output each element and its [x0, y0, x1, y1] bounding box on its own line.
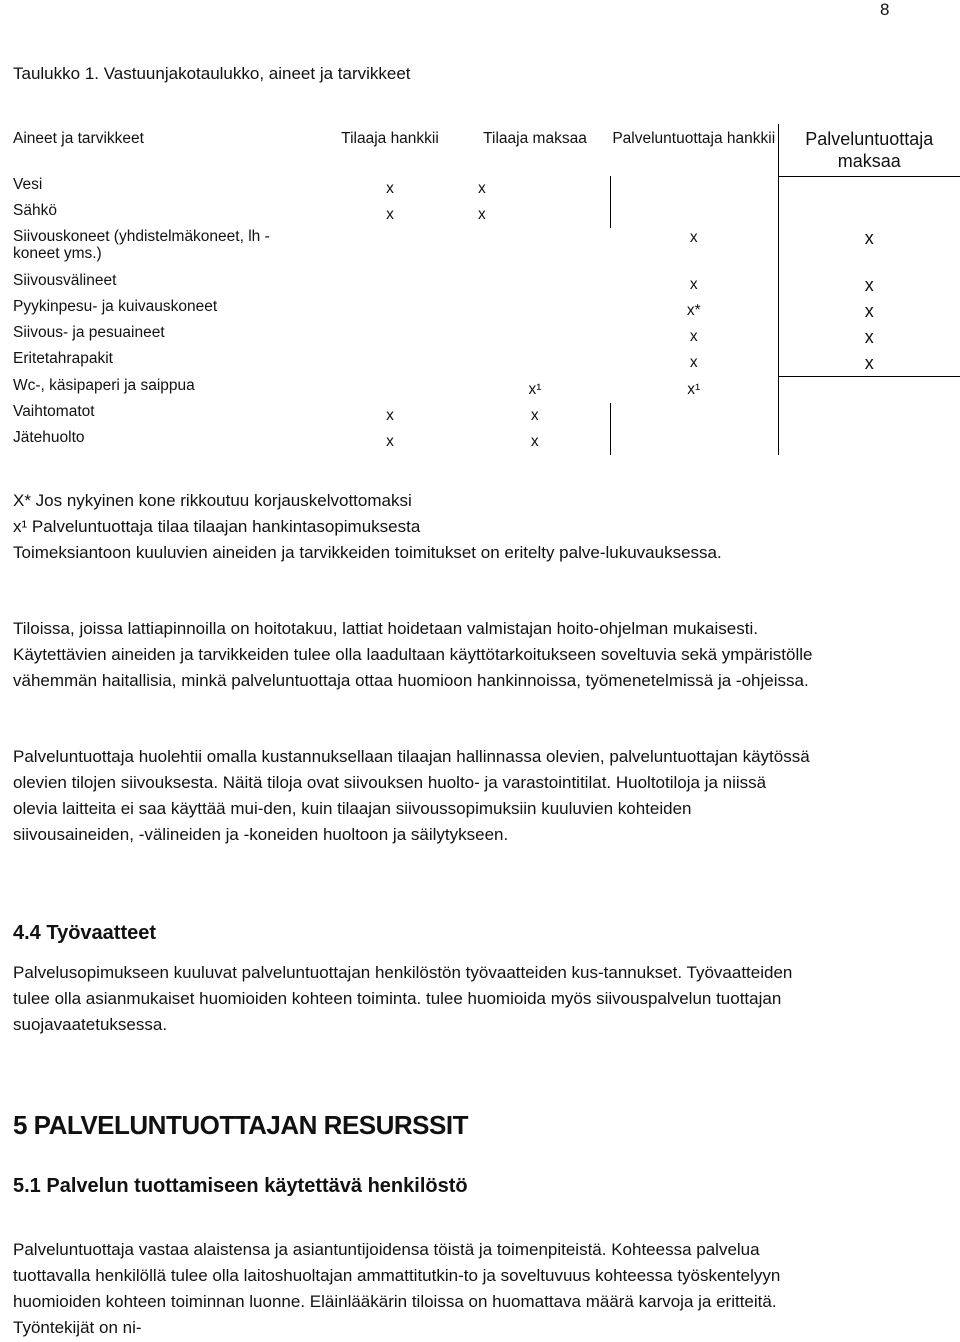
mark-cell [778, 202, 960, 228]
mark-cell [778, 377, 960, 403]
mark-cell [610, 403, 778, 429]
item-label: Vaihtomatot [13, 402, 95, 420]
header-provider-acquires: Palveluntuottaja hankkii [612, 130, 776, 147]
section-heading-5-1: 5.1 Palvelun tuottamiseen käytettävä henkilöstö [13, 1175, 468, 1197]
footnotes [13, 488, 793, 566]
paragraph-floor-care: Tiloissa, joissa lattiapinnoilla on hoitotakuu, lattiat hoidetaan valmistajan hoito-ohjelman mukaisesti. Käytettävien aineiden ja tarvikkeiden tulee olla laadultaan käyttötarkoitukseen soveltuvia sekä ympäristölle vähemmän haitallisia, minkä palveluntuottaja ottaa huomioon hankinnoissa, työmenetelmissä ja -ohjeissa. [13, 619, 813, 690]
mark-cell: x [778, 350, 960, 377]
mark-cell [778, 429, 960, 455]
mark-cell: x [689, 328, 698, 345]
mark-cell: x [386, 406, 394, 424]
mark-cell: x [478, 180, 486, 197]
mark-cell [460, 350, 610, 377]
item-label: Jätehuolto [13, 428, 85, 446]
table-row [0, 403, 960, 429]
mark-cell: x [778, 298, 960, 324]
item-label: Sähkö [13, 202, 57, 219]
mark-cell [610, 202, 778, 228]
item-label: Pyykinpesu- ja kuivauskoneet [13, 298, 218, 315]
mark-cell [460, 228, 610, 272]
paragraph-work-clothes: Palvelusopimukseen kuuluvat palveluntuottajan henkilöstön työvaatteiden kus-tannukset. Työvaatteiden tulee olla asianmukaiset huomioiden kohteen toiminta. tulee huomioida myös siivouspalvelun tuottajan suojavaatetuksessa. [13, 963, 793, 1034]
mark-cell: x [778, 228, 960, 272]
item-label: Siivouskoneet (yhdistelmäkoneet, lh - koneet yms.) [13, 228, 270, 262]
mark-cell [778, 403, 960, 429]
mark-cell: x [689, 229, 698, 246]
item-label: Siivousvälineet [13, 272, 117, 289]
mark-cell [320, 324, 460, 350]
header-provider-pays: Palveluntuottaja maksaa [778, 124, 960, 176]
header-client-pays: Tilaaja maksaa [483, 130, 587, 147]
mark-cell: x [689, 276, 698, 293]
mark-cell [320, 298, 460, 324]
mark-cell: x [386, 432, 394, 450]
table-row [0, 429, 960, 455]
mark-cell [460, 324, 610, 350]
mark-cell: x [386, 180, 394, 197]
page-number: 8 [880, 0, 890, 19]
mark-cell: x* [686, 302, 701, 319]
item-label: Eritetahrapakit [13, 350, 113, 367]
mark-cell [460, 298, 610, 324]
table-caption: Taulukko 1. Vastuunjakotaulukko, aineet ja tarvikkeet [13, 64, 411, 83]
table-row [0, 228, 960, 272]
table-row [0, 298, 960, 324]
mark-cell: x [530, 406, 539, 424]
mark-cell [610, 176, 778, 202]
mark-cell [610, 429, 778, 455]
paragraph-maintenance-rooms: Palveluntuottaja huolehtii omalla kustannuksellaan tilaajan hallinnassa olevien, palveluntuottajan käytössä olevien tilojen siivouksesta. Näitä tiloja ovat siivouksen huolto- ja varastointitilat. Huoltotiloja ja niissä olevia laitteita ei saa käyttää mui-den, kuin tilaajan siivoussopimuksiin kuuluvien kohteiden siivousaineiden, -välineiden ja -koneiden huoltoon ja säilytykseen. [13, 747, 810, 844]
table-row [0, 324, 960, 350]
mark-cell: x¹ [528, 380, 542, 398]
mark-cell [778, 176, 960, 202]
header-item: Aineet ja tarvikkeet [13, 130, 144, 147]
mark-cell [320, 228, 460, 272]
footnote: Toimeksiantoon kuuluvien aineiden ja tarvikkeiden toimitukset on eritelty palve-lukuvauksessa. [13, 543, 722, 562]
table-row [0, 377, 960, 403]
mark-cell: x [478, 206, 486, 223]
item-label: Siivous- ja pesuaineet [13, 324, 165, 341]
mark-cell: x [530, 432, 539, 450]
mark-cell [460, 272, 610, 298]
footnote: x¹ Palveluntuottaja tilaa tilaajan hankintasopimuksesta [13, 517, 421, 536]
mark-cell: x [778, 324, 960, 350]
responsibility-table [0, 124, 960, 455]
table-row [0, 350, 960, 377]
header-client-acquires: Tilaaja hankkii [341, 130, 439, 147]
footnote: X* Jos nykyinen kone rikkoutuu korjauskelvottomaksi [13, 491, 412, 510]
section-heading-4-4: 4.4 Työvaatteet [13, 922, 157, 944]
chapter-heading-5: 5 PALVELUNTUOTTAJAN RESURSSIT [13, 1110, 468, 1140]
table-row [0, 272, 960, 298]
mark-cell [320, 350, 460, 377]
paragraph-staff: Palveluntuottaja vastaa alaistensa ja asiantuntijoidensa töistä ja toimenpiteistä. Kohteessa palvelua tuottavalla henkilöllä tulee olla laitoshuoltajan ammattitutkin-to ja soveltuvuus kohteessa työskentelyyn huomioiden kohteen toiminnan luonne. Eläinlääkärin tiloissa on huomattava määrä karvoja ja eritteitä. Työntekijät on ni- [13, 1240, 781, 1337]
mark-cell [320, 377, 460, 403]
item-label: Vesi [13, 176, 43, 193]
table-row [0, 176, 960, 202]
mark-cell: x¹ [687, 380, 701, 398]
table-row [0, 202, 960, 228]
mark-cell: x [386, 206, 394, 223]
mark-cell: x [778, 272, 960, 298]
item-label: Wc-, käsipaperi ja saippua [13, 376, 195, 394]
mark-cell: x [689, 354, 698, 371]
mark-cell [320, 272, 460, 298]
